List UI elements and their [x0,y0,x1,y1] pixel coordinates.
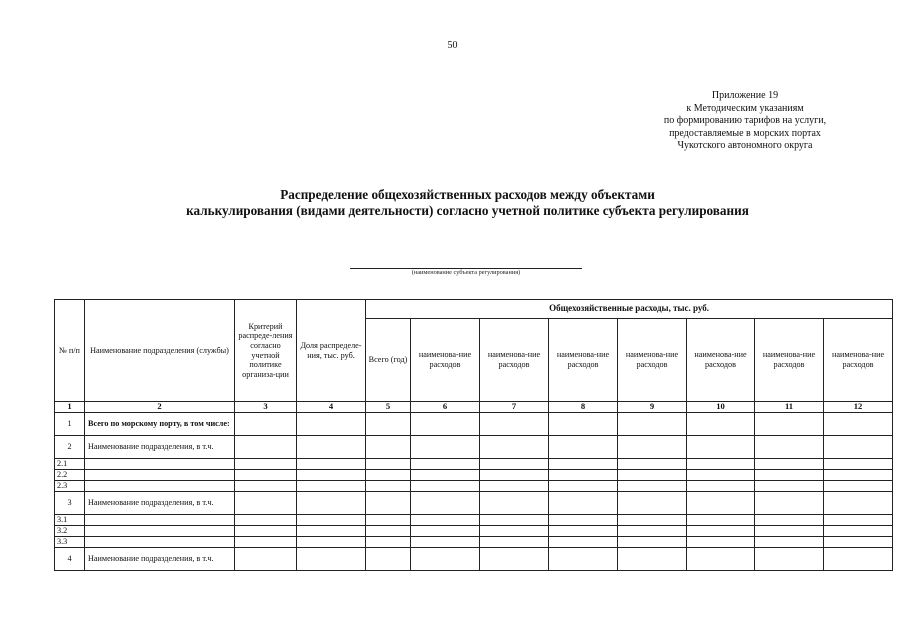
empty-cell [235,435,297,458]
empty-cell [297,458,366,469]
row-division-name [85,469,235,480]
empty-cell [549,525,618,536]
empty-cell [549,469,618,480]
empty-cell [411,469,480,480]
empty-cell [618,480,687,491]
empty-cell [755,525,824,536]
empty-cell [755,514,824,525]
empty-cell [235,525,297,536]
header-share: Доля распределе-ния, тыс. руб. [297,300,366,402]
empty-cell [549,514,618,525]
document-title [60,187,875,218]
column-number: 10 [687,402,755,413]
table-row [55,536,893,547]
empty-cell [411,480,480,491]
empty-cell [824,547,893,570]
row-division-name [85,536,235,547]
header-cost-name: наименова-ние расходов [618,319,687,402]
empty-cell [687,469,755,480]
empty-cell [549,536,618,547]
header-division: Наименование подразделения (службы) [85,300,235,402]
empty-cell [235,480,297,491]
row-division-name [85,458,235,469]
empty-cell [824,435,893,458]
row-number: 1 [55,412,85,435]
header-total: Всего (год) [366,319,411,402]
appendix-line: предоставляемые в морских портах [669,127,821,139]
empty-cell [366,514,411,525]
column-number: 8 [549,402,618,413]
empty-cell [549,412,618,435]
header-general-costs: Общехозяйственные расходы, тыс. руб. [366,300,893,319]
header-cost-name: наименова-ние расходов [755,319,824,402]
empty-cell [618,458,687,469]
empty-cell [366,458,411,469]
empty-cell [755,469,824,480]
empty-cell [755,412,824,435]
empty-cell [755,547,824,570]
empty-cell [366,412,411,435]
row-number: 2.2 [55,469,85,480]
appendix-line: по формированию тарифов на услуги, [663,115,827,127]
table-row [55,547,893,570]
empty-cell [411,514,480,525]
empty-cell [824,514,893,525]
column-number: 2 [85,402,235,413]
row-division-name: Наименование подразделения, в т.ч. [85,547,235,570]
empty-cell [687,536,755,547]
row-number: 3 [55,491,85,514]
column-number-row [55,402,893,413]
appendix-line: к Методическим указаниям [686,102,804,114]
empty-cell [687,480,755,491]
empty-cell [297,547,366,570]
header-cost-name: наименова-ние расходов [411,319,480,402]
empty-cell [618,525,687,536]
empty-cell [687,491,755,514]
empty-cell [480,491,549,514]
column-number: 7 [480,402,549,413]
empty-cell [297,469,366,480]
empty-cell [366,525,411,536]
header-cost-name: наименова-ние расходов [687,319,755,402]
empty-cell [755,458,824,469]
header-cost-name: наименова-ние расходов [549,319,618,402]
empty-cell [824,491,893,514]
row-number: 2 [55,435,85,458]
empty-cell [824,469,893,480]
empty-cell [824,525,893,536]
empty-cell [480,458,549,469]
empty-cell [618,536,687,547]
empty-cell [687,412,755,435]
empty-cell [235,458,297,469]
empty-cell [411,536,480,547]
empty-cell [411,435,480,458]
column-number: 3 [235,402,297,413]
empty-cell [235,491,297,514]
row-number: 4 [55,547,85,570]
row-division-name: Всего по морскому порту, в том числе: [85,412,235,435]
column-number: 11 [755,402,824,413]
empty-cell [235,514,297,525]
row-number: 3.1 [55,514,85,525]
empty-cell [480,514,549,525]
empty-cell [366,491,411,514]
empty-cell [411,491,480,514]
empty-cell [366,480,411,491]
table-row [55,469,893,480]
header-cost-name: наименова-ние расходов [480,319,549,402]
appendix-line: Приложение 19 [711,90,779,101]
empty-cell [549,547,618,570]
empty-cell [480,536,549,547]
appendix-reference [585,90,905,153]
row-number: 3.3 [55,536,85,547]
row-division-name [85,480,235,491]
empty-cell [235,536,297,547]
empty-cell [755,480,824,491]
empty-cell [235,412,297,435]
empty-cell [297,435,366,458]
empty-cell [618,491,687,514]
empty-cell [824,536,893,547]
empty-cell [480,480,549,491]
empty-cell [618,435,687,458]
table-row [55,525,893,536]
empty-cell [549,480,618,491]
empty-cell [480,469,549,480]
empty-cell [480,525,549,536]
empty-cell [618,412,687,435]
empty-cell [824,458,893,469]
row-division-name: Наименование подразделения, в т.ч. [85,435,235,458]
subject-name-caption: (наименование субъекта регулирования) [411,269,521,276]
empty-cell [480,412,549,435]
table-row [55,491,893,514]
title-line-1: Распределение общехозяйственных расходов между объектами [280,187,655,202]
empty-cell [297,514,366,525]
appendix-line: Чукотского автономного округа [677,140,813,152]
empty-cell [618,547,687,570]
column-number: 9 [618,402,687,413]
empty-cell [824,480,893,491]
empty-cell [366,536,411,547]
empty-cell [618,469,687,480]
page-number: 50 [447,40,458,51]
empty-cell [297,491,366,514]
empty-cell [297,412,366,435]
column-number: 4 [297,402,366,413]
empty-cell [618,514,687,525]
empty-cell [366,547,411,570]
row-division-name [85,525,235,536]
empty-cell [687,525,755,536]
empty-cell [411,525,480,536]
empty-cell [235,547,297,570]
table-row [55,458,893,469]
column-number: 5 [366,402,411,413]
header-criterion: Критерий распреде-ления согласно учетной политике организа-ции [235,300,297,402]
empty-cell [235,469,297,480]
empty-cell [297,480,366,491]
empty-cell [687,458,755,469]
row-number: 3.2 [55,525,85,536]
header-cost-name: наименова-ние расходов [824,319,893,402]
empty-cell [755,491,824,514]
row-number: 2.3 [55,480,85,491]
empty-cell [824,412,893,435]
cost-distribution-table [54,299,893,571]
empty-cell [687,435,755,458]
empty-cell [755,536,824,547]
empty-cell [549,435,618,458]
empty-cell [755,435,824,458]
empty-cell [549,491,618,514]
empty-cell [411,547,480,570]
column-number: 12 [824,402,893,413]
empty-cell [411,412,480,435]
empty-cell [297,525,366,536]
column-number: 6 [411,402,480,413]
empty-cell [549,458,618,469]
table-row [55,435,893,458]
table-row [55,514,893,525]
empty-cell [480,547,549,570]
empty-cell [297,536,366,547]
empty-cell [411,458,480,469]
empty-cell [687,514,755,525]
empty-cell [480,435,549,458]
column-number: 1 [55,402,85,413]
empty-cell [366,435,411,458]
title-line-2: калькулирования (видами деятельности) согласно учетной политике субъекта регулирования [186,202,749,218]
empty-cell [687,547,755,570]
header-no: № п/п [55,300,85,402]
table-row [55,412,893,435]
empty-cell [366,469,411,480]
row-division-name [85,514,235,525]
row-division-name: Наименование подразделения, в т.ч. [85,491,235,514]
table-row [55,480,893,491]
row-number: 2.1 [55,458,85,469]
table-body [55,412,893,570]
